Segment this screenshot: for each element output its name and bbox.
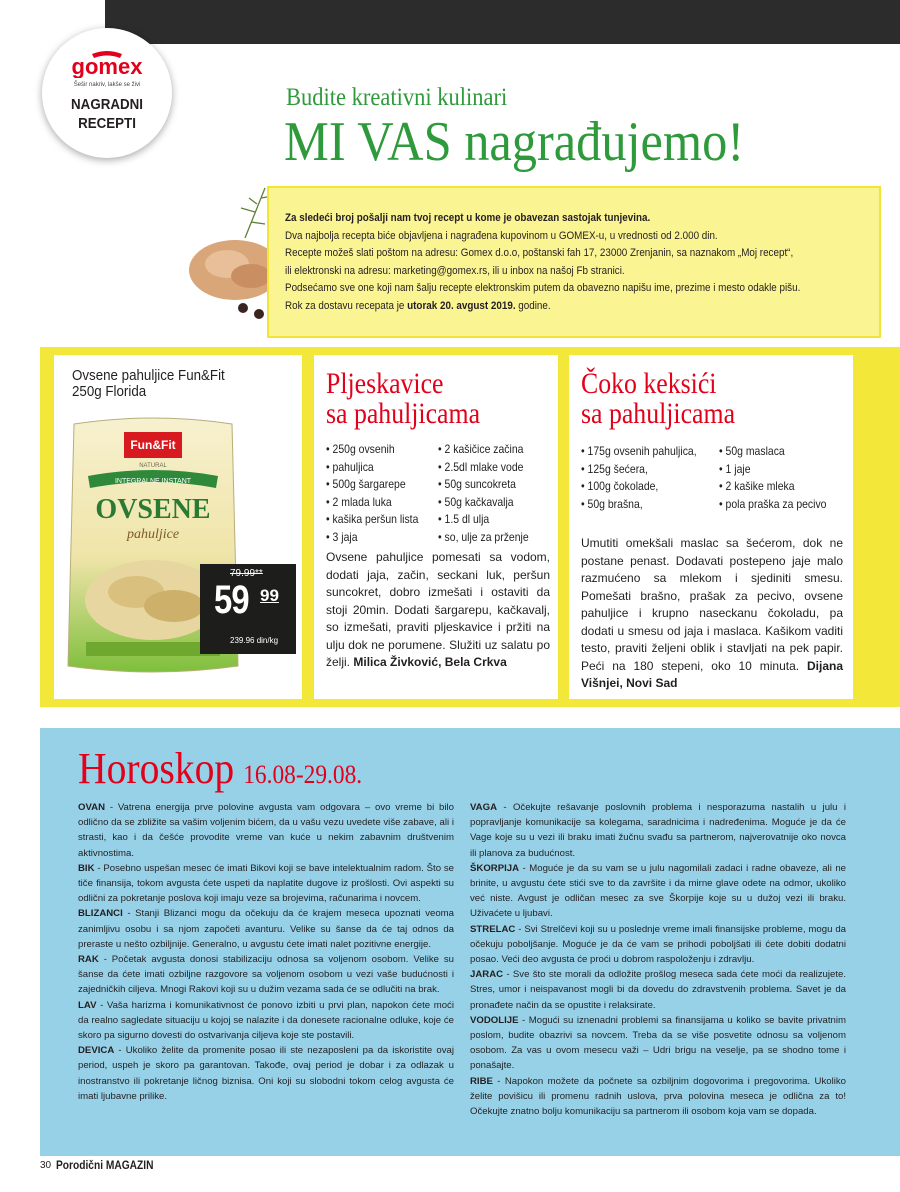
deadline-suffix: godine.	[515, 299, 551, 312]
recipe-2-author: Dijana Višnjei, Novi Sad	[581, 658, 843, 690]
info-line-1: Za sledeći broj pošalji nam tvoj recept u kome je obavezan sastojak tunjevina.	[285, 212, 651, 224]
zodiac-sign: DEVICA	[78, 1045, 115, 1057]
ingredient-item: • so, ulje za prženje	[438, 529, 539, 547]
horoscope-entry	[78, 800, 454, 861]
horoscope-entry	[78, 906, 454, 952]
product-title-line-1: Ovsene pahuljice Fun&Fit	[72, 368, 225, 384]
contest-info-box	[267, 186, 881, 338]
ingredient-item: • 2 kašike mleka	[719, 478, 836, 496]
price-per-kg: 239.96 din/kg	[230, 636, 279, 645]
recipe-2-title-line-1: Čoko keksići	[581, 367, 717, 400]
info-line-4: ili elektronski na adresu: marketing@gomex.rs, ili u inbox na našoj Fb stranici.	[285, 264, 625, 277]
zodiac-sign: RAK	[78, 954, 99, 966]
horoscope-column-right	[470, 800, 846, 1119]
info-line-2: Dva najbolja recepta biće objavljena i nagrađena kupovinom u GOMEX-u, u vrednosti od 2.000 din.	[285, 229, 718, 242]
ingredient-item: • 500g šargarepe	[326, 476, 427, 494]
zodiac-sign: STRELAC	[470, 923, 516, 935]
svg-text:INTEGRALNE INSTANT: INTEGRALNE INSTANT	[114, 478, 192, 485]
brand-tagline: Šešir nakriv, lakše se živi	[73, 82, 141, 88]
section-badge	[42, 28, 172, 158]
recipe-2-title	[581, 369, 760, 429]
horoscope-text: - Očekujte rešavanje poslovnih problema i nesporazuma nastalih u julu i popravljanje komunikacije sa kolegama, saradnicima i nadređenima. Moguće je da će Vage koje su u vezi ili braku imati žučnu svađu sa partnerom, najverovatnije oko novca ili planova za budućnost.	[470, 802, 846, 859]
info-line-5: Podsećamo sve one koji nam šalju recepte elektronskim putem da obavezno napišu ime, prezime i mesto odakle pišu.	[285, 282, 801, 294]
horoscope-title	[78, 742, 362, 802]
price-old: 79.99**	[230, 568, 263, 579]
recipe-2-ingredients-right	[719, 443, 849, 513]
ingredient-item: • 125g šećera,	[581, 461, 705, 479]
horoscope-entry	[470, 922, 846, 968]
recipe-2-ingredients-left	[581, 443, 719, 513]
deadline-prefix: Rok za dostavu recepata je	[285, 299, 408, 312]
zodiac-sign: JARAC	[470, 969, 504, 981]
svg-text:pahuljice: pahuljice	[126, 527, 180, 542]
ingredient-item: • 1.5 dl ulja	[438, 511, 539, 529]
price-tag	[200, 564, 296, 654]
ingredient-item: • 250g ovsenih	[326, 441, 427, 459]
header-kicker: Budite kreativni kulinari	[286, 84, 508, 111]
price-main: 59	[214, 578, 249, 622]
horoscope-entry	[470, 861, 846, 922]
ingredient-item: • 2 mlada luka	[326, 494, 427, 512]
horoscope-text: - Moguće je da su vam se u julu nagomilali zadaci i radne obaveze, ali ne brinite, u avgustu ćete stići sve to da završite i da mirne glave odete na odmor, ukoliko već niste. Avgust je odličan mesec za sve Škorpije koje su u dužoj vezi ili braku. Uživaćete u ljubavi.	[470, 862, 846, 920]
horoscope-entry	[78, 1043, 454, 1104]
price-cents: 99	[260, 586, 279, 605]
horoscope-entry	[470, 1013, 846, 1074]
badge-line-1: NAGRADNI	[71, 97, 143, 113]
svg-text:OVSENE: OVSENE	[95, 494, 211, 525]
zodiac-sign: ŠKORPIJA	[470, 862, 520, 874]
magazine-name: Porodični MAGAZIN	[56, 1158, 154, 1172]
svg-text:Fun&Fit: Fun&Fit	[130, 438, 176, 452]
ingredient-item: • 3 jaja	[326, 529, 427, 547]
ingredient-item: • 100g čokolade,	[581, 478, 705, 496]
deadline-date: utorak 20. avgust 2019.	[407, 299, 516, 312]
recipe-1-method-text: Ovsene pahuljice pomesati sa vodom, dodati jaja, začin, seckani luk, peršun suncokret, dobro izmešati i ostaviti da stoji 20min. Dodati šargarepu, kačkavalj, so izmešati, praviti pljeskavice i pržiti na ulju dok ne porumene. Služiti uz salatu po želji.	[326, 550, 550, 669]
horoscope-text: - Početak avgusta donosi stabilizaciju odnosa sa voljenom osobom. Velike su šanse da ćete imati ozbiljne razgovore sa voljenom osobom u vezi vaše budućnosti i zajedničkih ciljeva. Mnogi Rakovi koji su u dužim vezama sada će se odlučiti na brak.	[78, 954, 454, 996]
ingredient-item: • 2.5dl mlake vode	[438, 459, 539, 477]
zodiac-sign: LAV	[78, 999, 97, 1011]
badge-line-2: RECEPTI	[78, 116, 136, 132]
horoscope-entry	[78, 861, 454, 907]
ingredient-item: • 1 jaje	[719, 461, 836, 479]
product-title-line-2: 250g Florida	[72, 384, 147, 400]
horoscope-date: 16.08-29.08.	[243, 760, 363, 789]
zodiac-sign: BIK	[78, 862, 95, 874]
ingredient-item: • kašika peršun lista	[326, 511, 427, 529]
recipe-1-author: Milica Živković, Bela Crkva	[353, 655, 507, 669]
horoscope-text: - Vatrena energija prve polovine avgusta vam odgovara – ovo vreme bi bilo odlično da se zbližite sa vašim voljenim bićem, da u vašu vezu uvedete više zabave, ali i strasti, kao i da češće provodite vreme van kuće u nekim zabavnim društvenim aktivnostima.	[78, 802, 454, 859]
info-line-6	[285, 298, 824, 316]
ingredient-item: • 50g brašna,	[581, 496, 705, 514]
ingredient-item: • 2 kašičice začina	[438, 441, 539, 459]
ingredient-item: • 50g maslaca	[719, 443, 836, 461]
recipe-1-method	[326, 549, 550, 672]
horoscope-entry	[78, 952, 454, 998]
ingredient-item: • 50g suncokreta	[438, 476, 539, 494]
horoscope-entry	[470, 800, 846, 861]
horoscope-text: - Mogući su iznenadni problemi sa finansijama u koliko se bavite privatnim poslom, budite obazrivi sa novcem. Treba da se više posvetite odnosu sa voljenom osobom. Za vas u ovom mesecu važi – Udri brigu na veselje, pa se shodno tome i ponašajte.	[470, 1014, 846, 1072]
horoscope-text: - Posebno uspešan mesec će imati Bikovi koji se bave intelektualnim radom. Što se tiče finansija, tokom avgusta ćete uspeti da naplatite dugove iz prošlosti. Ovi aspekti su odlični za pokretanje poslova koji imaju veze sa brojevima, računarima i novcem.	[78, 862, 454, 905]
zodiac-sign: VAGA	[470, 802, 498, 813]
horoscope-heading: Horoskop	[78, 744, 235, 793]
recipe-1-ingredients-right	[438, 441, 550, 546]
horoscope-text: - Svi Strelčevi koji su u poslednje vreme imali finansijske probleme, mogu da očekuju poboljšanje. Moguće je da će vam se prihodi poboljšati ili ćete dobiti dodatni posao. Veći deo avgusta će proći u dobrom raspoloženju i zdravlju.	[470, 923, 846, 966]
ingredient-item: • pola praška za pecivo	[719, 496, 836, 514]
zodiac-sign: OVAN	[78, 802, 106, 813]
recipe-1-ingredients	[326, 441, 550, 546]
product-title	[72, 368, 225, 400]
recipe-card-pljeskavice	[314, 355, 558, 699]
zodiac-sign: RIBE	[470, 1075, 493, 1087]
recipe-1-title	[326, 369, 505, 429]
horoscope-text: - Napokon možete da počnete sa ozbiljnim dogovorima i pregovorima. Ukoliko želite povišicu ili promenu radnih uslova, prva polovina meseca je odlična za to! Očekujte znatno bolju komunikaciju sa partnerom ili osobom koja vam se dopada.	[470, 1075, 846, 1118]
zodiac-sign: BLIZANCI	[78, 908, 123, 920]
info-line-3: Recepte možeš slati poštom na adresu: Gomex d.o.o, poštanski fah 17, 23000 Zrenjanin, sa naznakom „Moj recept“,	[285, 247, 794, 259]
horoscope-entry	[78, 998, 454, 1044]
recipe-card-coko-keksici	[569, 355, 853, 699]
svg-text:NATURAL: NATURAL	[139, 463, 167, 469]
header-headline: MI VAS nagrađujemo!	[284, 111, 745, 173]
svg-text:gomex: gomex	[71, 54, 143, 78]
horoscope-entry	[470, 967, 846, 1013]
horoscope-text: - Ukoliko želite da promenite posao ili ste nezaposleni pa da iskoristite ovaj period, uspeh je skoro pa garantovan. Takođe, ovaj period je dobar i za odlazak u inostranstvo ili pokretanje ličnog biznisa. Oni koji su slobodni tokom celog avgusta će imati ljubavne prilike.	[78, 1045, 454, 1102]
recipe-1-ingredients-left	[326, 441, 438, 546]
ingredient-item: • 50g kačkavalja	[438, 494, 539, 512]
horoscope-text: - Sve što ste morali da odložite prošlog meseca sada ćete moći da realizujete. Stres, umor i neispavanost mogli bi da dovedu do zdravstvenih problema. Savet je da pronađete način da se opustite i relaksirate.	[470, 969, 846, 1011]
horoscope-entry	[470, 1074, 846, 1120]
ingredient-item: • pahuljica	[326, 459, 427, 477]
gomex-logo	[62, 50, 152, 78]
recipe-2-ingredients	[581, 443, 849, 513]
zodiac-sign: VODOLIJE	[470, 1014, 519, 1026]
recipe-1-title-line-2: sa pahuljicama	[326, 397, 481, 430]
page-number: 30	[40, 1160, 52, 1171]
recipe-1-title-line-1: Pljeskavice	[326, 367, 444, 400]
horoscope-column-left	[78, 800, 454, 1104]
recipe-2-method	[581, 535, 843, 693]
recipe-2-title-line-2: sa pahuljicama	[581, 397, 736, 430]
badge-title	[47, 96, 167, 134]
recipe-2-method-text: Umutiti omekšali maslac sa šećerom, dok ne postane penast. Dodavati postepeno jaje malo razmućeno sa mlekom i sjediniti smesu. Pomešati brašno, prašak za pecivo, ovsene pahuljice i krupno naseckanu čokoladu, pa dodati u smesu od jaja i maslaca. Kašikom vaditi testo, praviti željeni oblik i stavljati na pek papir. Peći na 180 stepeni, oko 10 minuta.	[581, 536, 843, 673]
horoscope-text: - Vaša harizma i komunikativnost će ponovo izbiti u prvi plan, napokon ćete moći da realno sagledate situaciju u kojoj se nalazite i da donesete racionalne odluke, koje će skoro pa sigurno dovesti do ostvarivanja ciljeva koje ste postavili.	[78, 999, 454, 1042]
horoscope-text: - Stanji Blizanci mogu da očekuju da će krajem meseca upoznati veoma zanimljivu osobu i sa njom započeti avanturu. Velike su šanse da će taj odnos da preraste u nešto ozbiljnije. Generalno, u avgustu ćete imati nalet pozitivne energije.	[78, 908, 454, 950]
ingredient-item: • 175g ovsenih pahuljica,	[581, 443, 705, 461]
